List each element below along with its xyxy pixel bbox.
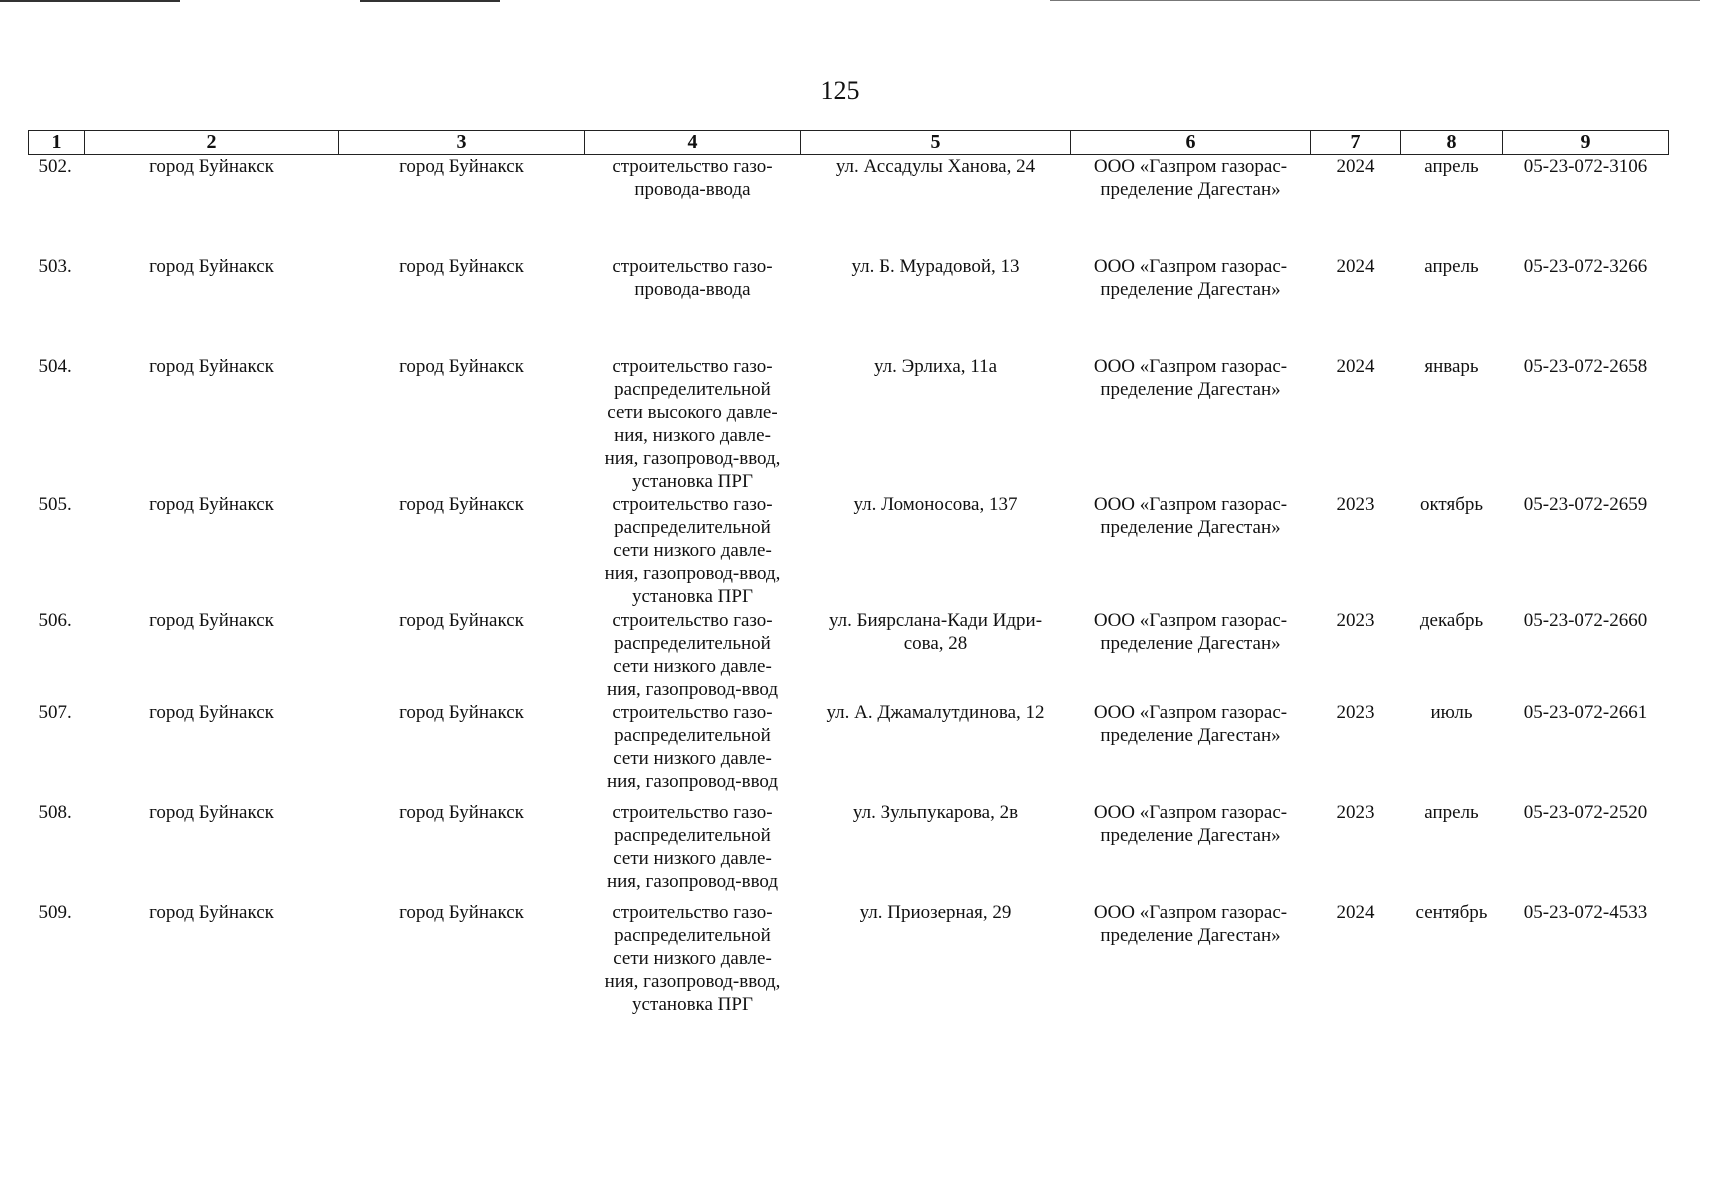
organization-cell: ООО «Газпром газорас- пределение Дагестан» [1093,156,1288,200]
organization-cell: ООО «Газпром газорас- пределение Дагестан» [1093,802,1288,846]
row-number: 503. [38,256,72,277]
scan-edge-line-left [0,0,180,2]
table-row [29,609,1669,701]
month-cell: январь [1424,356,1479,377]
address-cell: ул. Эрлиха, 11а [874,356,997,377]
column-header: 1 [29,131,85,155]
municipality-cell: город Буйнакск [149,256,274,277]
table-row [29,801,1669,901]
address-cell: ул. Приозерная, 29 [859,902,1012,923]
month-cell: апрель [1424,256,1479,277]
table-row [29,155,1669,256]
month-cell: апрель [1424,802,1479,823]
work-type-cell: строительство газо- распределительной сети низкого давле- ния, газопровод-ввод [606,610,779,700]
year-cell: 2024 [1336,156,1375,177]
work-type-cell: строительство газо- распределительной сети низкого давле- ния, газопровод-ввод, установка ПРГ [604,902,781,1015]
settlement-cell: город Буйнакск [399,256,524,277]
month-cell: сентябрь [1415,902,1488,923]
municipality-cell: город Буйнакск [149,356,274,377]
table-row [29,701,1669,801]
year-cell: 2023 [1336,494,1375,515]
address-cell: ул. Ассадулы Ханова, 24 [835,156,1036,177]
settlement-cell: город Буйнакск [399,802,524,823]
year-cell: 2023 [1336,802,1375,823]
address-cell: ул. Б. Мурадовой, 13 [851,256,1020,277]
address-cell: ул. Биярслана-Кади Идри- сова, 28 [828,610,1043,654]
year-cell: 2024 [1336,902,1375,923]
code-cell: 05-23-072-2659 [1523,494,1648,515]
code-cell: 05-23-072-3266 [1523,256,1648,277]
row-number: 508. [38,802,72,823]
work-type-cell: строительство газо- распределительной сети низкого давле- ния, газопровод-ввод, установка ПРГ [604,494,781,607]
year-cell: 2024 [1336,356,1375,377]
scan-edge-line-middle [360,0,500,2]
header-row [29,131,1669,155]
settlement-cell: город Буйнакск [399,610,524,631]
column-header: 2 [85,131,339,155]
table-row [29,355,1669,493]
column-header: 8 [1401,131,1503,155]
settlement-cell: город Буйнакск [399,902,524,923]
month-cell: апрель [1424,156,1479,177]
year-cell: 2023 [1336,702,1375,723]
organization-cell: ООО «Газпром газорас- пределение Дагестан» [1093,702,1288,746]
settlement-cell: город Буйнакск [399,156,524,177]
code-cell: 05-23-072-2660 [1523,610,1648,631]
column-header: 7 [1311,131,1401,155]
municipality-cell: город Буйнакск [149,802,274,823]
month-cell: июль [1430,702,1473,723]
organization-cell: ООО «Газпром газорас- пределение Дагестан» [1093,494,1288,538]
address-cell: ул. А. Джамалутдинова, 12 [826,702,1045,723]
address-cell: ул. Ломоносова, 137 [853,494,1018,515]
organization-cell: ООО «Газпром газорас- пределение Дагестан» [1093,902,1288,946]
work-type-cell: строительство газо- распределительной сети низкого давле- ния, газопровод-ввод [606,702,779,792]
municipality-cell: город Буйнакск [149,494,274,515]
code-cell: 05-23-072-2520 [1523,802,1648,823]
organization-cell: ООО «Газпром газорас- пределение Дагестан» [1093,356,1288,400]
municipality-cell: город Буйнакск [149,610,274,631]
row-number: 509. [38,902,72,923]
code-cell: 05-23-072-3106 [1523,156,1648,177]
work-type-cell: строительство газо- провода-ввода [612,256,773,300]
organization-cell: ООО «Газпром газорас- пределение Дагестан» [1093,256,1288,300]
code-cell: 05-23-072-2658 [1523,356,1648,377]
organization-cell: ООО «Газпром газорас- пределение Дагестан» [1093,610,1288,654]
column-header: 3 [339,131,585,155]
year-cell: 2024 [1336,256,1375,277]
scan-edge-line-right [1050,0,1700,1]
address-cell: ул. Зульпукарова, 2в [852,802,1019,823]
page-number: 125 [820,76,860,105]
work-type-cell: строительство газо- провода-ввода [612,156,773,200]
settlement-cell: город Буйнакск [399,494,524,515]
row-number: 505. [38,494,72,515]
column-header: 9 [1503,131,1669,155]
work-type-cell: строительство газо- распределительной сети высокого давле- ния, низкого давле- ния, газопровод-ввод, установка ПРГ [604,356,781,492]
column-header: 5 [801,131,1071,155]
settlement-cell: город Буйнакск [399,356,524,377]
row-number: 502. [38,156,72,177]
settlement-cell: город Буйнакск [399,702,524,723]
row-number: 507. [38,702,72,723]
municipality-cell: город Буйнакск [149,156,274,177]
data-table [28,130,1669,1016]
work-type-cell: строительство газо- распределительной сети низкого давле- ния, газопровод-ввод [606,802,779,892]
table-row [29,493,1669,609]
column-header: 4 [585,131,801,155]
code-cell: 05-23-072-4533 [1523,902,1648,923]
municipality-cell: город Буйнакск [149,702,274,723]
year-cell: 2023 [1336,610,1375,631]
month-cell: декабрь [1419,610,1484,631]
municipality-cell: город Буйнакск [149,902,274,923]
column-header: 6 [1071,131,1311,155]
row-number: 506. [38,610,72,631]
row-number: 504. [38,356,72,377]
table-row [29,901,1669,1016]
table-row [29,255,1669,355]
code-cell: 05-23-072-2661 [1523,702,1648,723]
month-cell: октябрь [1419,494,1484,515]
